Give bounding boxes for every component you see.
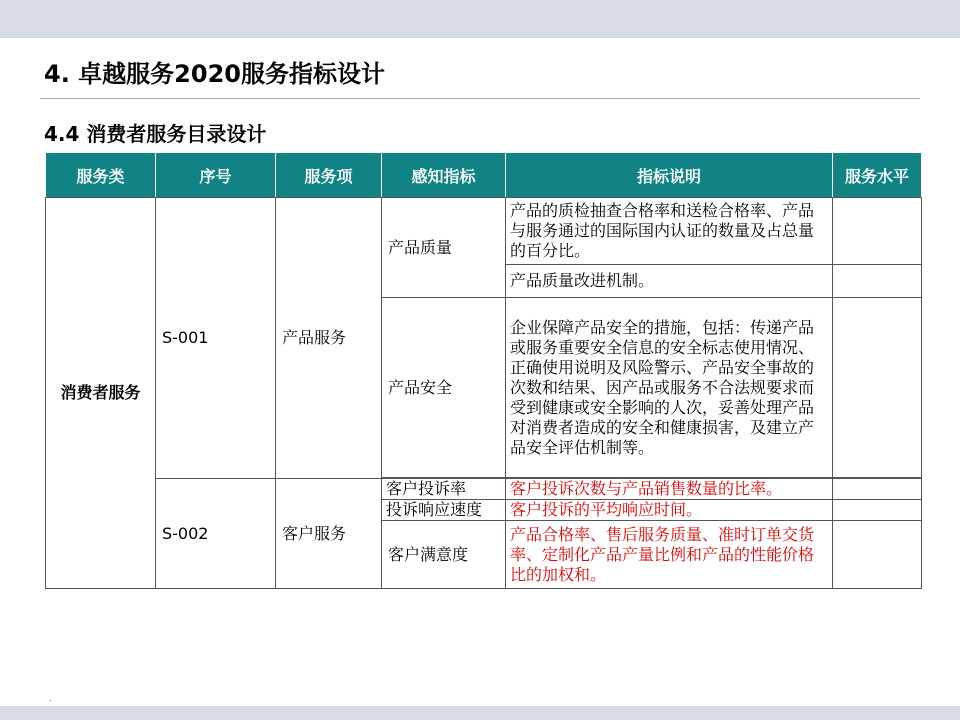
table-row xyxy=(46,198,922,265)
indicator-description-cell: 客户投诉次数与产品销售数量的比率。 xyxy=(506,479,833,500)
indicator-name-cell: 客户投诉率 xyxy=(382,479,506,500)
service-level-cell xyxy=(833,479,922,500)
indicator-description-cell: 产品合格率、售后服务质量、准时订单交货率、定制化产品产量比例和产品的性能价格比的加权和。 xyxy=(506,521,833,589)
service-name-cell: 客户服务 xyxy=(276,479,382,589)
header-perception-indicator: 感知指标 xyxy=(382,153,506,198)
table-header-row xyxy=(46,153,922,198)
indicator-description-cell: 产品质量改进机制。 xyxy=(506,265,833,298)
service-catalog-table xyxy=(45,152,922,589)
header-service-category: 服务类 xyxy=(46,153,156,198)
indicator-name-cell: 产品质量 xyxy=(382,198,506,298)
footer-mark xyxy=(50,700,51,701)
section-title: 4.4 消费者服务目录设计 xyxy=(44,122,267,146)
service-name-cell: 产品服务 xyxy=(276,198,382,479)
indicator-description-cell: 企业保障产品安全的措施，包括：传递产品或服务重要安全信息的安全标志使用情况、正确使用说明及风险警示、产品安全事故的次数和结果、因产品或服务不合法规要求而受到健康或安全影响的人次，妥善处理产品对消费者造成的安全和健康损害，及建立产品安全评估机制等。 xyxy=(506,298,833,478)
header-serial-number: 序号 xyxy=(156,153,276,198)
service-level-cell xyxy=(833,265,922,298)
title-divider xyxy=(40,98,920,99)
indicator-name-cell: 投诉响应速度 xyxy=(382,500,506,521)
service-level-cell xyxy=(833,298,922,478)
service-level-cell xyxy=(833,198,922,265)
service-level-cell xyxy=(833,521,922,589)
header-indicator-description: 指标说明 xyxy=(506,153,833,198)
service-category-cell: 消费者服务 xyxy=(46,198,156,589)
slide-title: 4. 卓越服务2020服务指标设计 xyxy=(44,60,385,88)
indicator-name-cell: 客户满意度 xyxy=(382,521,506,589)
indicator-name-cell: 产品安全 xyxy=(382,298,506,478)
bottom-band xyxy=(0,706,960,720)
service-id-cell: S-002 xyxy=(156,479,276,589)
indicator-description-cell: 客户投诉的平均响应时间。 xyxy=(506,500,833,521)
header-service-level: 服务水平 xyxy=(833,153,922,198)
service-level-cell xyxy=(833,500,922,521)
top-band xyxy=(0,0,960,38)
table-row xyxy=(46,479,922,500)
header-service-item: 服务项 xyxy=(276,153,382,198)
indicator-description-cell: 产品的质检抽查合格率和送检合格率、产品与服务通过的国际国内认证的数量及占总量的百分比。 xyxy=(506,198,833,265)
service-id-cell: S-001 xyxy=(156,198,276,479)
